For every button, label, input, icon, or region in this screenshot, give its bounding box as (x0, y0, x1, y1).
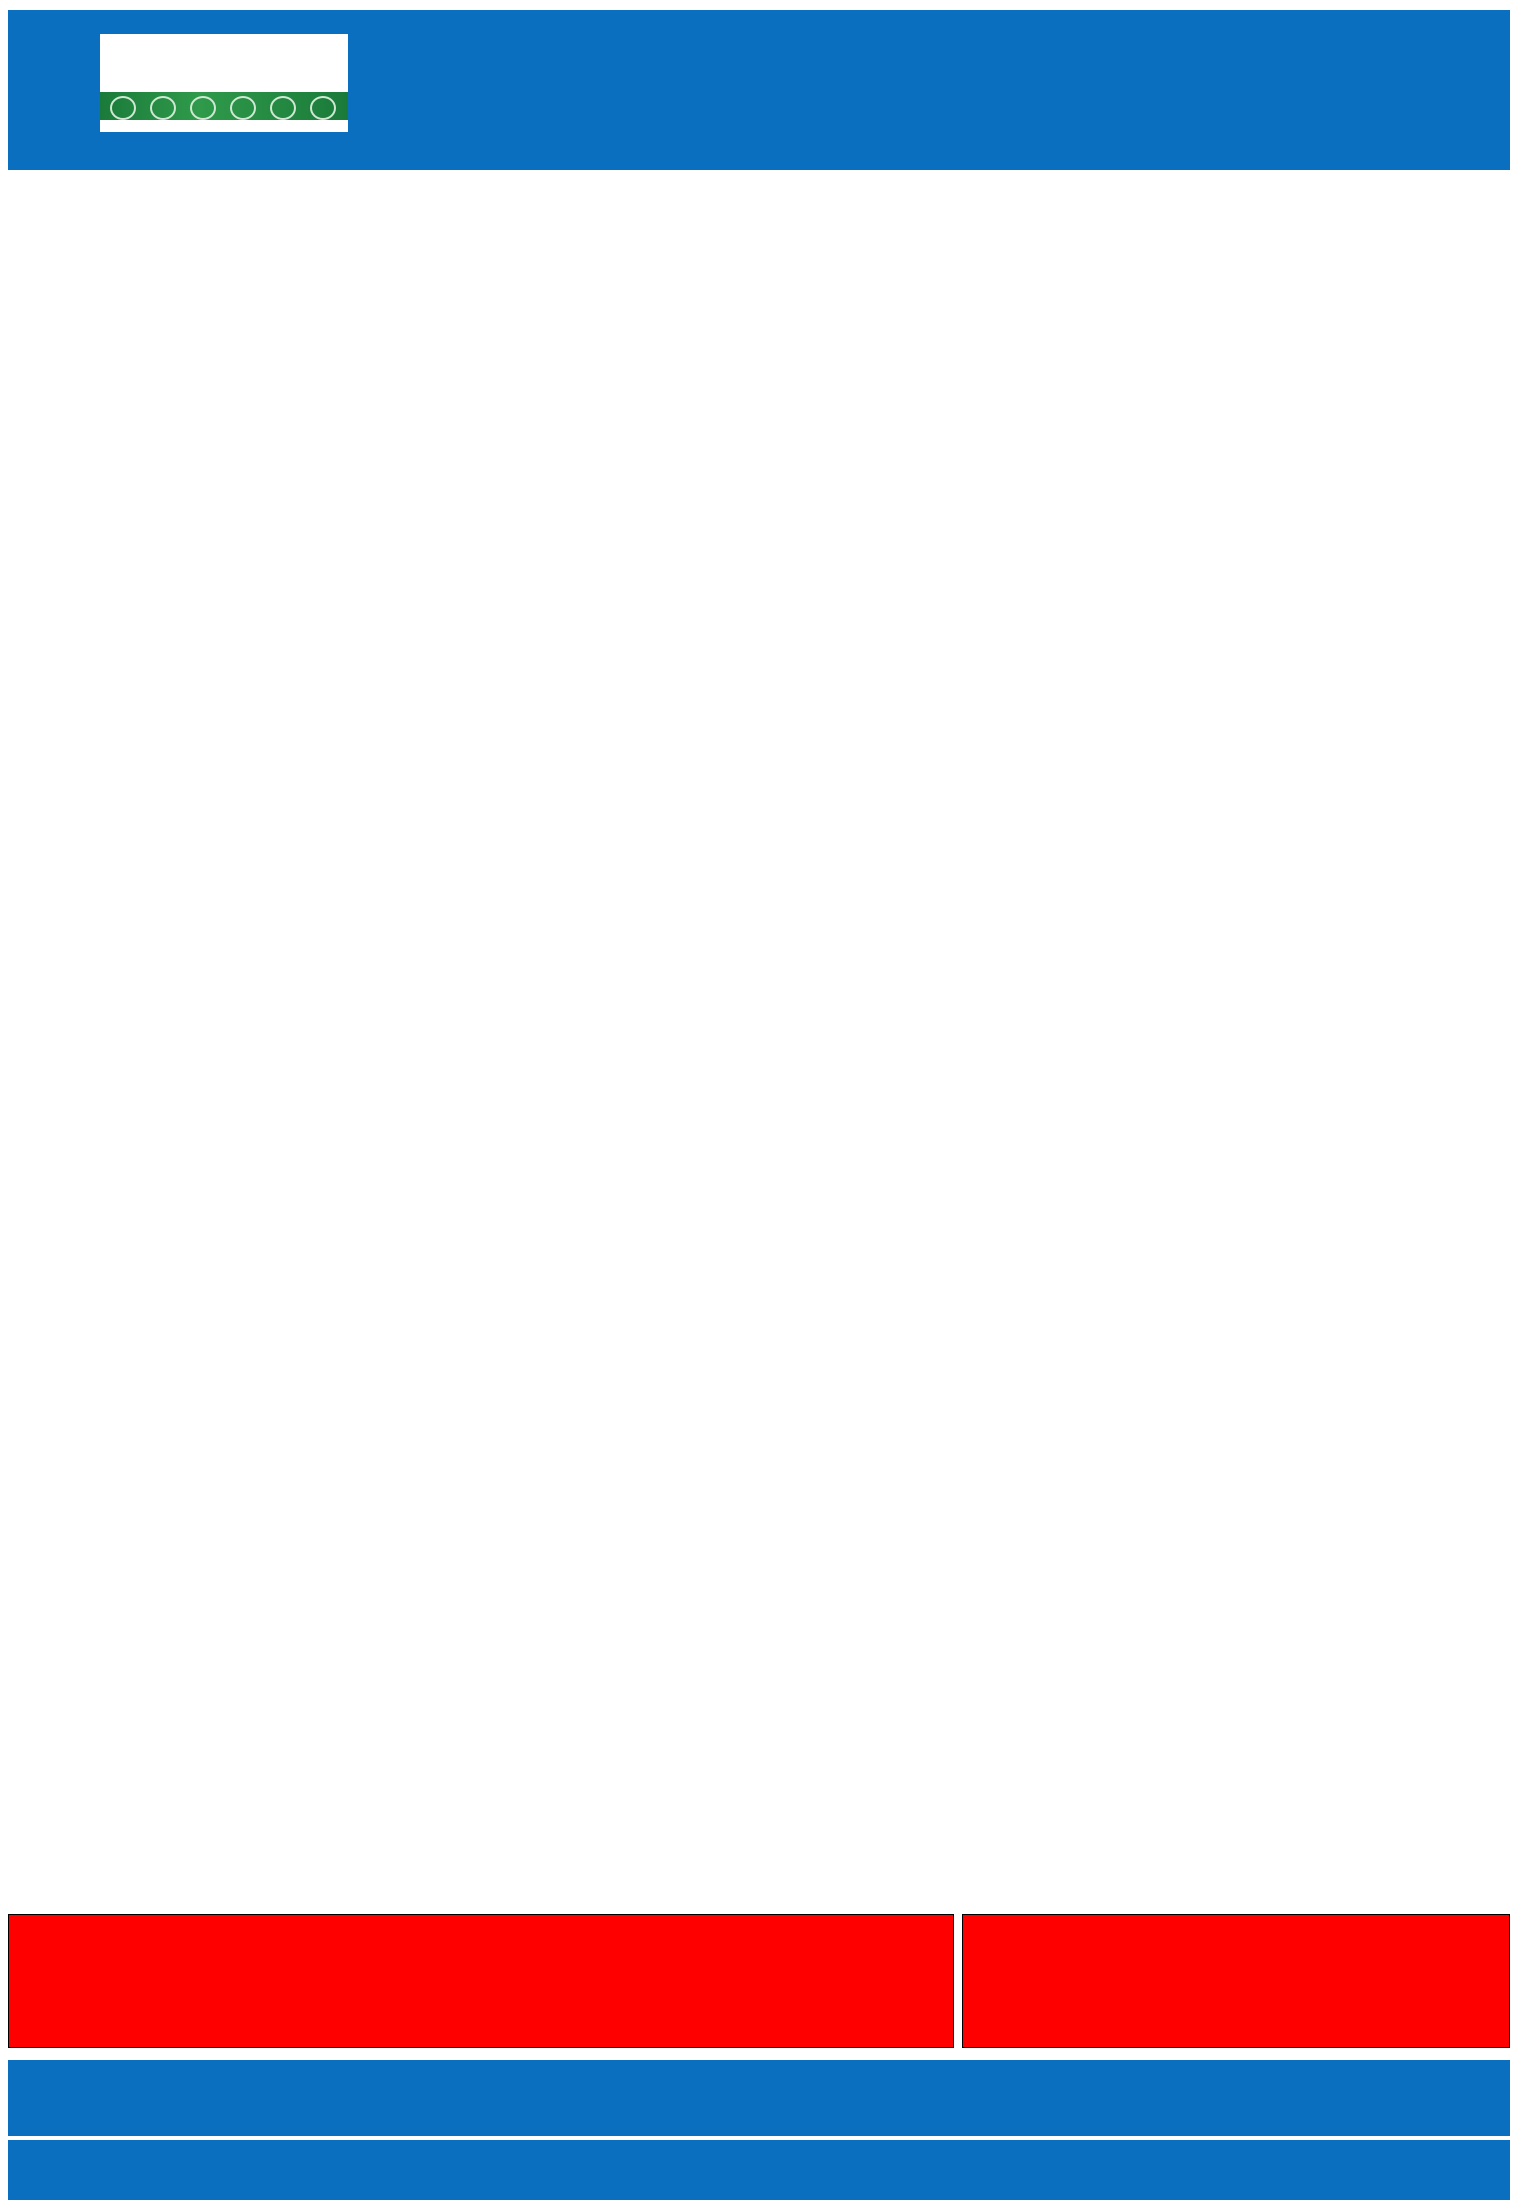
dismissal-label (8, 1914, 954, 2048)
report-header (8, 10, 1510, 170)
note-2 (8, 2140, 1510, 2200)
logo-emblem-band (100, 92, 348, 120)
oltee-logo (100, 34, 348, 132)
note-1 (8, 2060, 1510, 2136)
dismissal-value (962, 1914, 1510, 2048)
